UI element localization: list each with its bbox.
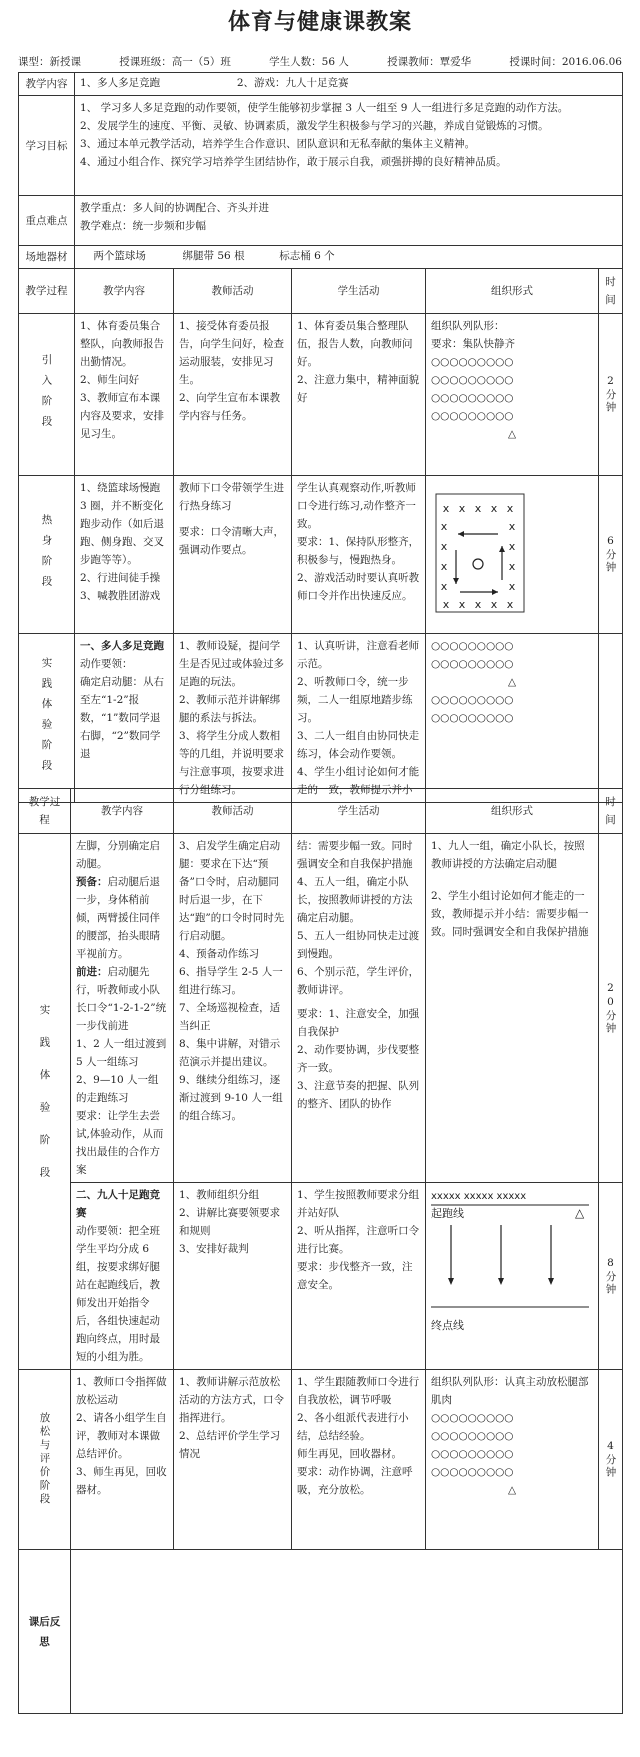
relax-content bbox=[71, 1370, 174, 1550]
goal-1: 1、 学习多人多足竞跑的动作要领，使学生能够初步掌握 3 人一组至 9 人一组进行多足竞跑的动作方法。 bbox=[80, 102, 569, 114]
student-marker: x bbox=[442, 502, 450, 515]
relax-student-2: 2、各小组派代表进行小结，总结经验。 bbox=[297, 1412, 409, 1442]
forward-text: 启动腿先行，听教师或小队长口令“1-2-1-2”统一步伐前进 bbox=[76, 966, 167, 1032]
team-row-label: xxxxx xxxxx xxxxx bbox=[431, 1191, 527, 1202]
formation-row: ○○○○○○○○○ bbox=[431, 640, 514, 652]
content-item-2: 2、游戏：九人十足竞赛 bbox=[236, 77, 349, 89]
header-student: 学生活动 bbox=[292, 789, 426, 834]
practice2-time: 20分钟 bbox=[599, 834, 623, 1183]
practice2-org-2: 2、学生小组讨论如何才能走的一致，教师提示并小结：需要步幅一致。同时强调安全和自我保护措施 bbox=[431, 890, 589, 938]
formation-row: ○○○○○○○○○ bbox=[431, 356, 514, 368]
student-marker: x bbox=[508, 560, 516, 573]
header-time: 时间 bbox=[599, 789, 623, 834]
student-marker: x bbox=[508, 580, 516, 593]
practice2-student-3: 5、五人一组协同快走过渡到慢跑。 bbox=[297, 930, 420, 960]
header-teacher: 教师活动 bbox=[174, 269, 292, 314]
relax-student-1: 1、学生跟随教师口令进行自我放松，调节呼吸 bbox=[297, 1376, 420, 1406]
game-student-1: 1、学生按照教师要求分组并站好队 bbox=[297, 1189, 420, 1219]
game-rules: 动作要领：把全班学生平均分成 6 组，按要求绑好腿站在起跑线后，教师发出开始指令后，各组快速起动跑向终点，用时最短的小组为胜。 bbox=[76, 1225, 160, 1363]
warmup-teacher bbox=[174, 476, 292, 634]
relax-student bbox=[292, 1370, 426, 1550]
student-marker: x bbox=[442, 598, 450, 611]
student-count: 学生人数：56 人 bbox=[269, 56, 349, 68]
relax-student-3: 师生再见，回收器材。 bbox=[297, 1448, 402, 1460]
student-marker: x bbox=[458, 502, 466, 515]
practice-content bbox=[75, 634, 174, 803]
practice2-teacher bbox=[174, 834, 292, 1183]
practice-student-2: 2、听教师口令，统一步频，二人一组原地踏步练习。 bbox=[297, 676, 413, 724]
intro-org bbox=[426, 314, 599, 476]
practice-time bbox=[599, 634, 623, 803]
lesson-table-bottom bbox=[18, 788, 623, 1714]
warmup-teacher-2: 要求：口令清晰大声，强调动作要点。 bbox=[179, 526, 284, 556]
formation-row: ○○○○○○○○○ bbox=[431, 1466, 514, 1478]
game-teacher-1: 1、教师组织分组 bbox=[179, 1189, 260, 1201]
practice2-content bbox=[71, 834, 174, 1183]
warmup-org bbox=[426, 476, 599, 634]
forward-label: 前进： bbox=[76, 966, 108, 978]
race-lanes-diagram bbox=[429, 1185, 595, 1345]
warmup-student-1: 学生认真观察动作,听教师口令进行练习,动作整齐一致。 bbox=[297, 482, 416, 530]
student-marker: x bbox=[458, 598, 466, 611]
practice2-teacher-1: 3、启发学生确定启动腿：要求在下达“预备”口令时，启动腿同时后退一步，在下达“跑”的口令时同时先行启动腿。 bbox=[179, 840, 285, 942]
warmup-content-2: 2、行进间徒手操 bbox=[80, 572, 161, 584]
practice2-teacher-6: 9、继续分组练习，逐渐过渡到 9-10 人一组的组合练习。 bbox=[179, 1074, 283, 1122]
practice-teacher-2: 2、教师示范并讲解绑腿的系法与拆法。 bbox=[179, 694, 281, 724]
teacher-name: 授课教师：覃爱华 bbox=[387, 56, 472, 68]
practice2-teacher-4: 7、全场巡视检查，适当纠正 bbox=[179, 1002, 281, 1032]
practice-teacher-3: 3、将学生分成人数相等的几组，并说明要求与注意事项，按要求进行分组练习。 bbox=[179, 730, 284, 796]
practice-title: 一、多人多足竞跑 bbox=[80, 640, 164, 652]
formation-row: ○○○○○○○○○ bbox=[431, 374, 514, 386]
student-marker: x bbox=[440, 580, 448, 593]
start-line-label: 起跑线 bbox=[431, 1207, 464, 1220]
practice2-teacher-2: 4、预备动作练习 bbox=[179, 948, 260, 960]
practice-student-1: 1、认真听讲，注意看老师示范。 bbox=[297, 640, 420, 670]
student-marker: x bbox=[490, 598, 498, 611]
game-content bbox=[71, 1183, 174, 1370]
goal-4: 4、通过小组合作、探究学习培养学生团结协作，敢于展示自我，顽强拼搏的良好精神品质。 bbox=[80, 156, 507, 168]
venue-cones: 标志桶 6 个 bbox=[279, 250, 335, 262]
game-teacher-2: 2、讲解比赛要领要求和规则 bbox=[179, 1207, 281, 1237]
student-marker: x bbox=[440, 540, 448, 553]
student-marker: x bbox=[506, 502, 514, 515]
student-marker: x bbox=[440, 520, 448, 533]
formation-row: ○○○○○○○○○ bbox=[431, 694, 514, 706]
header-org: 组织形式 bbox=[426, 789, 599, 834]
stage-relax: 放松与评价阶段 bbox=[19, 1370, 71, 1550]
game-student-3: 要求：步伐整齐一致，注意安全。 bbox=[297, 1261, 413, 1291]
practice2-teacher-3: 6、指导学生 2-5 人一组进行练习。 bbox=[179, 966, 283, 996]
formation-row: ○○○○○○○○○ bbox=[431, 1448, 514, 1460]
intro-content-3: 3、教师宣布本课内容及要求，安排见习生。 bbox=[80, 392, 164, 440]
practice2-student-7: 3、注意节奏的把握、队列的整齐、团队的协作 bbox=[297, 1080, 420, 1110]
stage-intro: 引入阶段 bbox=[19, 314, 75, 476]
intro-teacher-2: 2、向学生宣布本课教学内容与任务。 bbox=[179, 392, 281, 422]
practice-start-leg: 确定启动腿：从右至左“1-2”报数，“1”数同学退右脚，“2”数同学退 bbox=[80, 676, 164, 760]
game-teacher bbox=[174, 1183, 292, 1370]
game-org bbox=[426, 1183, 599, 1370]
practice-student-4: 4、学生小组讨论如何才能走的一致，教师提示并小 bbox=[297, 766, 420, 796]
practice2-lead: 左脚，分别确定启动腿。 bbox=[76, 840, 160, 870]
teacher-triangle-icon: △ bbox=[507, 1484, 517, 1496]
prep-text: 启动腿后退一步，身体稍前倾，两臂援住同伴的腰部，抬头眼睛平视前方。 bbox=[76, 876, 160, 960]
goals-cell bbox=[75, 96, 623, 196]
header-process: 教学过程 bbox=[19, 269, 75, 314]
warmup-content-1: 1、绕篮球场慢跑 3 圈，并不断变化跑步动作（如后退跑、侧身跑、交叉步跑等等）。 bbox=[80, 482, 164, 566]
teacher-triangle-icon: △ bbox=[507, 428, 517, 440]
warmup-student-3: 2、游戏活动时要认真听教师口令并作出快速反应。 bbox=[297, 572, 420, 602]
student-marker: x bbox=[440, 560, 448, 573]
teacher-triangle-icon: △ bbox=[575, 1206, 585, 1220]
game-student-2: 2、听从指挥，注意听口令进行比赛。 bbox=[297, 1225, 420, 1255]
label-reflection: 课后反思 bbox=[19, 1550, 71, 1714]
reflection-cell[interactable] bbox=[71, 1550, 623, 1714]
lesson-meta bbox=[18, 54, 622, 70]
intro-student bbox=[292, 314, 426, 476]
header-org: 组织形式 bbox=[426, 269, 599, 314]
hard-point: 教学难点：统一步频和步幅 bbox=[80, 220, 206, 232]
header-content: 教学内容 bbox=[75, 269, 174, 314]
relax-content-1: 1、教师口令指挥做放松运动 bbox=[76, 1376, 167, 1406]
venue-straps: 绑腿带 56 根 bbox=[182, 250, 245, 262]
content-items bbox=[75, 73, 623, 96]
content-item-1: 1、多人多足竞跑 bbox=[80, 77, 161, 89]
practice2-teacher-5: 8、集中讲解，对错示范演示并提出建议。 bbox=[179, 1038, 281, 1068]
finish-line-label: 终点线 bbox=[431, 1319, 464, 1332]
practice-student-3: 3、二人一组自由协同快走练习，体会动作要领。 bbox=[297, 730, 420, 760]
warmup-time: 6分钟 bbox=[599, 476, 623, 634]
relax-org-1: 组织队列队形：认真主动放松腿部肌肉 bbox=[431, 1376, 589, 1406]
prep-label: 预备： bbox=[76, 876, 108, 888]
practice-student bbox=[292, 634, 426, 803]
practice2-student-6: 2、动作要协调，步伐要整齐一致。 bbox=[297, 1044, 420, 1074]
formation-row: ○○○○○○○○○ bbox=[431, 410, 514, 422]
warmup-content-3: 3、喊教胜团游戏 bbox=[80, 590, 161, 602]
practice2-student-1: 结：需要步幅一致。同时强调安全和自我保护措施 bbox=[297, 840, 413, 870]
game-title: 二、九人十足跑竞赛 bbox=[76, 1189, 160, 1219]
label-goals: 学习目标 bbox=[19, 96, 75, 196]
stage-warmup: 热身阶段 bbox=[19, 476, 75, 634]
practice2-org-1: 1、九人一组，确定小队长，按照教师讲授的方法确定启动腿 bbox=[431, 840, 585, 870]
key-point: 教学重点：多人间的协调配合、齐头并进 bbox=[80, 202, 269, 214]
intro-org-2: 要求：集队快静齐 bbox=[431, 338, 515, 350]
student-marker: x bbox=[474, 598, 482, 611]
lesson-table-top bbox=[18, 72, 623, 803]
intro-teacher bbox=[174, 314, 292, 476]
relax-teacher-1: 1、教师讲解示范放松活动的方法方式，口令指挥进行。 bbox=[179, 1376, 284, 1424]
teacher-triangle-icon: △ bbox=[507, 676, 517, 688]
lesson-date: 授课时间：2016.06.06 bbox=[509, 56, 622, 68]
practice2-org bbox=[426, 834, 599, 1183]
practice-teacher-1: 1、教师设疑，提问学生是否见过或体验过多足跑的玩法。 bbox=[179, 640, 284, 688]
practice2-step-1: 1、2 人一组过渡到 5 人一组练习 bbox=[76, 1038, 167, 1068]
relax-content-3: 3、师生再见，回收器材。 bbox=[76, 1466, 167, 1496]
practice2-student-4: 6、个别示范，学生评价，教师讲评。 bbox=[297, 966, 420, 996]
header-teacher: 教师活动 bbox=[174, 789, 292, 834]
keypoints-cell bbox=[75, 196, 623, 246]
label-content: 教学内容 bbox=[19, 73, 75, 96]
relax-content-2: 2、请各小组学生自评，教师对本课做总结评价。 bbox=[76, 1412, 167, 1460]
practice-teacher bbox=[174, 634, 292, 803]
game-time: 8分钟 bbox=[599, 1183, 623, 1370]
game-student bbox=[292, 1183, 426, 1370]
practice2-student-5: 要求：1、注意安全，加强自我保护 bbox=[297, 1008, 420, 1038]
relax-org bbox=[426, 1370, 599, 1550]
formation-row: ○○○○○○○○○ bbox=[431, 712, 514, 724]
practice2-student-2: 4、五人一组，确定小队长，按照教师讲授的方法确定启动腿。 bbox=[297, 876, 413, 924]
game-teacher-3: 3、安排好裁判 bbox=[179, 1243, 249, 1255]
header-time: 时间 bbox=[599, 269, 623, 314]
intro-student-1: 1、体育委员集合整理队伍，报告人数，向教师问好。 bbox=[297, 320, 413, 368]
stage-practice: 实践体验阶段 bbox=[19, 634, 75, 803]
goal-2: 2、发展学生的速度、平衡、灵敏、协调素质，激发学生积极参与学习的兴趣，养成自觉锻炼的习惯。 bbox=[80, 120, 549, 132]
class-name: 授课班级：高一（5）班 bbox=[119, 56, 231, 68]
page-title: 体育与健康课教案 bbox=[227, 9, 412, 35]
intro-teacher-1: 1、接受体育委员报告，向学生问好，检查运动服装，安排见习生。 bbox=[179, 320, 284, 386]
formation-row: ○○○○○○○○○ bbox=[431, 1412, 514, 1424]
warmup-teacher-1: 教师下口令带领学生进行热身练习 bbox=[179, 482, 284, 512]
relax-time: 4分钟 bbox=[599, 1370, 623, 1550]
relax-teacher-2: 2、总结评价学生学习情况 bbox=[179, 1430, 281, 1460]
label-venue: 场地器材 bbox=[19, 246, 75, 269]
warmup-student-2: 要求：1、保持队形整齐，积极参与，慢跑热身。 bbox=[297, 536, 420, 566]
label-keypoints: 重点难点 bbox=[19, 196, 75, 246]
intro-content bbox=[75, 314, 174, 476]
warmup-content bbox=[75, 476, 174, 634]
stage-practice-cont: 实践体验阶段 bbox=[19, 834, 71, 1370]
relax-student-4: 要求：动作协调，注意呼吸，充分放松。 bbox=[297, 1466, 413, 1496]
practice2-step-2: 2、9—10 人一组的走跑练习 bbox=[76, 1074, 159, 1104]
practice-org bbox=[426, 634, 599, 803]
header-student: 学生活动 bbox=[292, 269, 426, 314]
intro-time: 2分钟 bbox=[599, 314, 623, 476]
student-marker: x bbox=[508, 540, 516, 553]
formation-row: ○○○○○○○○○ bbox=[431, 658, 514, 670]
intro-org-1: 组织队列队形： bbox=[431, 320, 505, 332]
course-type: 课型：新授课 bbox=[18, 56, 81, 68]
intro-content-2: 2、师生问好 bbox=[80, 374, 140, 386]
practice2-requirement: 要求：让学生去尝试,体验动作，从而找出最佳的合作方案 bbox=[76, 1110, 164, 1176]
venue-courts: 两个篮球场 bbox=[93, 250, 146, 262]
warmup-student bbox=[292, 476, 426, 634]
student-marker: x bbox=[508, 520, 516, 533]
student-marker: x bbox=[506, 598, 514, 611]
venue-cell bbox=[75, 246, 623, 269]
practice2-student bbox=[292, 834, 426, 1183]
goal-3: 3、通过本单元教学活动，培养学生合作意识、团队意识和无私奉献的集体主义精神。 bbox=[80, 138, 476, 150]
formation-row: ○○○○○○○○○ bbox=[431, 392, 514, 404]
running-formation-diagram bbox=[432, 480, 532, 620]
student-marker: x bbox=[474, 502, 482, 515]
student-marker: x bbox=[490, 502, 498, 515]
formation-row: ○○○○○○○○○ bbox=[431, 1430, 514, 1442]
relax-teacher bbox=[174, 1370, 292, 1550]
intro-student-2: 2、注意力集中，精神面貌好 bbox=[297, 374, 420, 404]
header-process: 教学过程 bbox=[19, 789, 71, 834]
intro-content-1: 1、体育委员集合整队，向教师报告出勤情况。 bbox=[80, 320, 164, 368]
header-content: 教学内容 bbox=[71, 789, 174, 834]
practice-essentials: 动作要领： bbox=[80, 658, 133, 670]
